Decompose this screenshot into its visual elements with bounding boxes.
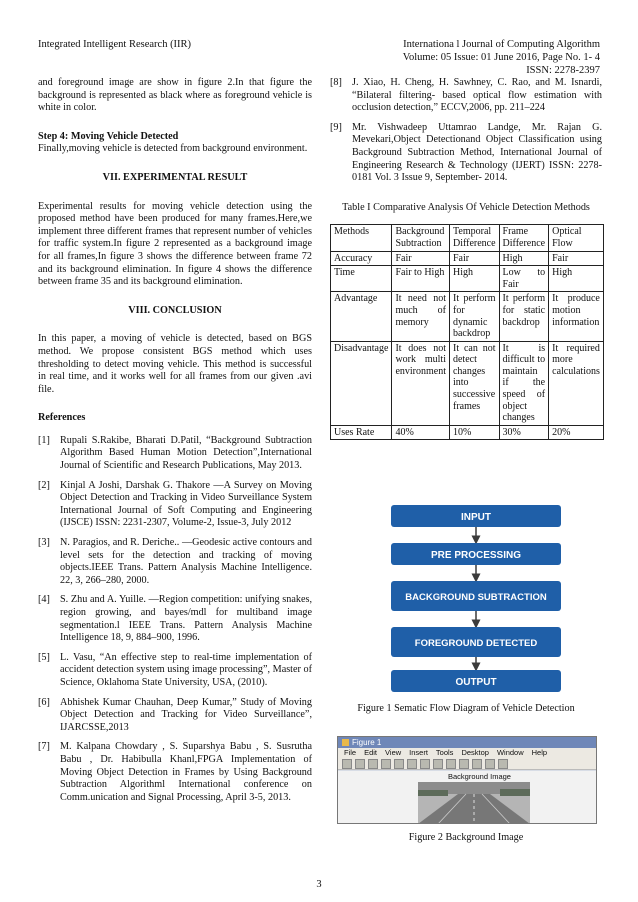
menu-view[interactable]: View — [385, 748, 402, 757]
section-8-text: In this paper, a moving of vehicle is detected, based on BGS method. We propose consistent BGS method which uses thresholding to detect moving vehicle. This method is successful in real time, and it works well for all frames from our given .avi file. — [38, 333, 312, 395]
section-7-heading: VII. EXPERIMENTAL RESULT — [102, 171, 248, 183]
table-cell: It produce motion information — [549, 292, 604, 341]
references-list-left — [38, 435, 312, 804]
flow-step-output — [391, 670, 561, 692]
zoom-in-icon[interactable] — [407, 759, 417, 769]
table-cell: It is difficult to maintain if the speed of object changes — [499, 341, 549, 425]
table-row — [331, 341, 604, 425]
flow-step-foreground-detected — [391, 627, 561, 657]
pointer-icon[interactable] — [394, 759, 404, 769]
table-row — [331, 251, 604, 266]
save-icon[interactable] — [368, 759, 378, 769]
table-header-cell: Frame Difference — [499, 225, 549, 251]
figure-1-caption: Figure 1 Sematic Flow Diagram of Vehicle Detection — [357, 703, 575, 714]
flow-label: OUTPUT — [455, 677, 497, 688]
table-row — [331, 425, 604, 440]
reference-item: [5] L. Vasu, “An effective step to real-time implementation of accident detection system using image processing”, Master of Science, Oklahoma State University, USA, (2010). — [38, 651, 312, 688]
table-cell: 30% — [499, 425, 549, 440]
reference-item: [3] N. Paragios, and R. Deriche.. ―Geodesic active contours and level sets for the detection and tracking of moving objects.IEEE Trans. Pattern Analysis Machine Intelligence. 22, 3, 266–280, 2000. — [38, 537, 312, 586]
flow-label: BACKGROUND SUBTRACTION — [405, 592, 547, 603]
flow-step-preprocessing — [391, 543, 561, 565]
open-icon[interactable] — [355, 759, 365, 769]
flow-label: FOREGROUND DETECTED — [414, 638, 538, 649]
table-cell: It perform for dynamic backdrop — [449, 292, 499, 341]
table-row — [331, 292, 604, 341]
table-cell: 10% — [449, 425, 499, 440]
table-header-cell: Methods — [331, 225, 392, 251]
section-7-text: Experimental results for moving vehicle detection using the proposed method have been produced for many frames.Here,we implement three different frames that represent number of vehicles for traffic system.In figure 2 represented as a background image for all frames,In figure 3 shows the difference between frame 72 and its background elimination. In figure 4 shows the difference between frame 35 and its background elimination. — [38, 200, 312, 288]
rotate-icon[interactable] — [446, 759, 456, 769]
background-road-image — [418, 782, 530, 824]
figure-window-title: Figure 1 — [352, 738, 382, 747]
flow-step-input — [391, 505, 561, 527]
figure-toolbar — [338, 758, 596, 770]
table-row — [331, 266, 604, 292]
figure-window-icon — [342, 739, 349, 746]
figure-canvas — [338, 771, 596, 823]
menu-file[interactable]: File — [344, 748, 357, 757]
pan-icon[interactable] — [433, 759, 443, 769]
table-cell: Fair to High — [392, 266, 450, 292]
reference-item: [1] Rupali S.Rakibe, Bharati D.Patil, “Background Subtraction Algorithm Based Human Motion Detection”,International Journal of Scientific and Research Publications, May 2013. — [38, 434, 312, 472]
data-cursor-icon[interactable] — [459, 759, 469, 769]
figure-menu-bar — [338, 748, 596, 758]
table-caption: Table I Comparative Analysis Of Vehicle Detection Methods — [342, 201, 590, 213]
table-cell: It need not much of memory — [392, 292, 450, 341]
colorbar-icon[interactable] — [485, 759, 495, 769]
legend-icon[interactable] — [498, 759, 508, 769]
table-cell: 40% — [392, 425, 450, 440]
flow-diagram — [381, 503, 571, 693]
image-title: Background Image — [448, 772, 511, 781]
brush-icon[interactable] — [472, 759, 482, 769]
section-8-heading: VIII. CONCLUSION — [128, 304, 222, 316]
table-cell: Time — [331, 266, 392, 292]
table-header-cell: Optical Flow — [549, 225, 604, 251]
menu-tools[interactable]: Tools — [435, 748, 454, 757]
intro-paragraph: and foreground image are show in figure 2.In that figure the background is represented as black where as foreground vehicle is white in color. — [38, 77, 312, 114]
table-cell: Disadvantage — [331, 341, 392, 425]
reference-item: [6] Abhishek Kumar Chauhan, Deep Kumar,” Study of Moving Object Detection and Tracking for Video Surveillance”, IJARCSSE,2013 — [38, 696, 312, 733]
figure-2-caption: Figure 2 Background Image — [408, 832, 524, 843]
reference-item: [4] S. Zhu and A. Yuille. ―Region competition: unifying snakes, region growing, and bayes/mdl for multiband image segmentation.l IEEE Trans. Pattern Analysis Machine Intelligence 18, 9, 884–900, 1996. — [38, 594, 312, 644]
right-column — [330, 77, 602, 440]
menu-desktop[interactable]: Desktop — [461, 748, 489, 757]
issn: ISSN: 2278-2397 — [526, 65, 600, 76]
running-header-right — [403, 38, 600, 77]
flow-label: PRE PROCESSING — [430, 550, 522, 561]
step4-heading: Step 4: Moving Vehicle Detected — [38, 130, 179, 142]
table-cell: Fair — [449, 251, 499, 266]
table-cell: High — [449, 266, 499, 292]
flow-step-background-subtraction — [391, 581, 561, 611]
table-cell: Accuracy — [331, 251, 392, 266]
table-cell: It required more calculations — [549, 341, 604, 425]
table-cell: Advantage — [331, 292, 392, 341]
table-cell: Uses Rate — [331, 425, 392, 440]
table-cell: It can not detect changes into successive frames — [449, 341, 499, 425]
reference-item: [9] Mr. Vishwadeep Uttamrao Landge, Mr. Rajan G. Mevekari,Object Detectionand Object Classification using Background Subtraction Method, International Journal of Engineering Research & Technology (IJERT) ISSN: 2278-0181 Vol. 3 Issue 9, September- 2014. — [330, 121, 602, 184]
table-cell: Fair — [392, 251, 450, 266]
page-number: 3 — [316, 879, 322, 890]
menu-help[interactable]: Help — [531, 748, 548, 757]
table-cell: Low to Fair — [499, 266, 549, 292]
new-icon[interactable] — [342, 759, 352, 769]
reference-item: [2] Kinjal A Joshi, Darshak G. Thakore ―A Survey on Moving Object Detection and Tracking in Video Surveillance System International Journal of Soft Computing and Engineering (IJSCE) ISSN: 2231-2307, Volume-2, Issue-3, July 2012 — [38, 479, 312, 529]
menu-window[interactable]: Window — [496, 748, 524, 757]
comparison-table — [330, 224, 604, 440]
menu-edit[interactable]: Edit — [364, 748, 378, 757]
reference-item: [8] J. Xiao, H. Cheng, H. Sawhney, C. Rao, and M. Isnardi, “Bilateral filtering- based optical flow estimation with occlusion detection,” ECCV,2006, pp. 211–224 — [330, 77, 602, 114]
figure-2-window — [337, 736, 597, 824]
table-cell: Fair — [549, 251, 604, 266]
table-cell: 20% — [549, 425, 604, 440]
table-cell: High — [549, 266, 604, 292]
zoom-out-icon[interactable] — [420, 759, 430, 769]
table-cell: It does not work multi environment — [392, 341, 450, 425]
menu-insert[interactable]: Insert — [409, 748, 428, 757]
references-heading: References — [38, 412, 86, 424]
volume-info: Volume: 05 Issue: 01 June 2016, Page No. 1- 4 — [402, 52, 600, 63]
step4-text: Finally,moving vehicle is detected from background environment. — [38, 143, 308, 155]
running-header-left: Integrated Intelligent Research (IIR) — [38, 39, 192, 50]
table-cell: High — [499, 251, 549, 266]
reference-item: [7] M. Kalpana Chowdary , S. Suparshya Babu , S. Susrutha Babu , Dr. Habibulla Khanl,FPGA Implementation of Moving Object Detection in Frames by Using Background Subtraction Algorithml International conference on Comm.unication and Signal Processing, April 3-5, 2013. — [38, 741, 312, 803]
table-header-row — [331, 225, 604, 251]
journal-name: Internationa l Journal of Computing Algorithm — [403, 39, 600, 50]
left-column — [38, 77, 312, 811]
table-header-cell: Temporal Difference — [449, 225, 499, 251]
figure-window-titlebar — [338, 737, 596, 748]
table-header-cell: Background Subtraction — [392, 225, 450, 251]
flow-label: INPUT — [461, 512, 491, 523]
print-icon[interactable] — [381, 759, 391, 769]
table-cell: It perform for static backdrop — [499, 292, 549, 341]
